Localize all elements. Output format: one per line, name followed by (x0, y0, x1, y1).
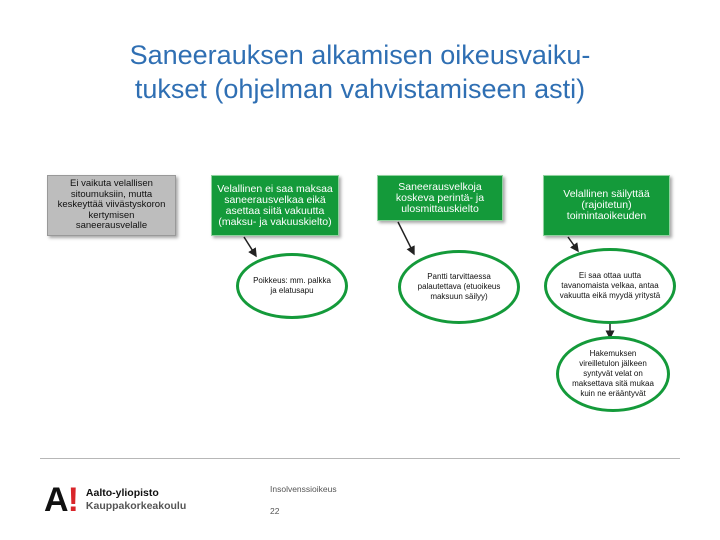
green-box-collection-ban: Saneerausvelkoja koskeva perintä- ja ulosmittauskielto (377, 175, 503, 221)
logo-school: Kauppakorkeakoulu (85, 500, 187, 512)
course-name: Insolvenssioikeus (270, 484, 337, 494)
slide-title-line-1: Saneerauksen alkamisen oikeusvaiku- (129, 40, 591, 70)
logo-university: Aalto-yliopisto (85, 487, 159, 499)
slide-title (0, 38, 720, 106)
aalto-logo (44, 483, 186, 517)
oval-no-new-debt: Ei saa ottaa uutta tavanomaista velkaa, antaa vakuutta eikä myydä yritystä (544, 248, 676, 324)
arrow-box4-to-oval3 (568, 237, 578, 251)
logo-text (86, 487, 186, 513)
green-box-operation-right: Velallinen säilyttää (rajoitetun) toimintaoikeuden (543, 175, 670, 236)
oval-pledge-return: Pantti tarvittaessa palautettava (etuoikeus maksuun säilyy) (398, 250, 520, 324)
arrow-box3-to-oval2 (398, 222, 414, 254)
logo-mark: A! (44, 481, 78, 519)
green-box-payment-ban: Velallinen ei saa maksaa saneerausvelkaa eikä asettaa siitä vakuutta (maksu- ja vakuuskielto) (211, 175, 339, 236)
page-number: 22 (270, 506, 280, 516)
footer-divider (40, 458, 680, 459)
slide-title-line-2: tukset (ohjelman vahvistamiseen asti) (134, 74, 586, 104)
oval-exception-salary: Poikkeus: mm. palkka ja elatusapu (236, 253, 348, 319)
arrow-box2-to-oval1 (244, 237, 256, 256)
oval-new-debts: Hakemuksen vireilletulon jälkeen syntyvät velat on maksettava sitä mukaa kuin ne erääntyvät (556, 336, 670, 412)
gray-box-interest: Ei vaikuta velallisen sitoumuksiin, mutta keskeyttää viivästyskoron kertymisen saneerausvelalle (47, 175, 176, 236)
